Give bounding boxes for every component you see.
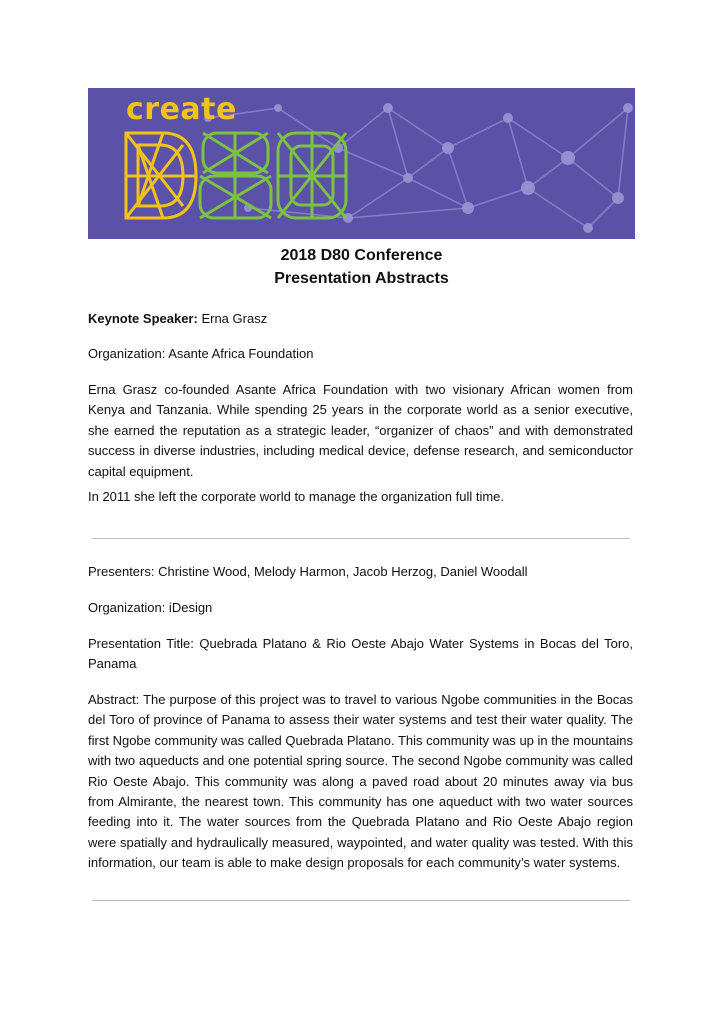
presentation-organization: Organization: iDesign xyxy=(88,600,213,615)
logo-digit-8 xyxy=(200,133,271,218)
keynote-note: In 2011 she left the corporate world to manage the organization full time. xyxy=(88,489,505,504)
section-divider xyxy=(92,900,630,901)
keynote-organization: Organization: Asante Africa Foundation xyxy=(88,346,314,361)
presenters-line: Presenters: Christine Wood, Melody Harmon, Jacob Herzog, Daniel Woodall xyxy=(88,564,528,579)
keynote-bio: Erna Grasz co-founded Asante Africa Foundation with two visionary African women from Kenya and Tanzania. While spending 25 years in the corporate world as a senior executive, she earned the reputation as a strategic leader, “organizer of chaos” and with demonstrated success in diverse industries, including medical device, defense research, and semiconductor capital equipment. xyxy=(88,382,633,479)
document-title: 2018 D80 Conference xyxy=(280,247,443,264)
keynote-label: Keynote Speaker: xyxy=(88,311,198,326)
conference-banner xyxy=(88,88,635,239)
logo-letter-d xyxy=(126,133,196,218)
presentation-abstract: Abstract: The purpose of this project was to travel to various Ngobe communities in the Bocas del Toro of province of Panama to assess their water systems and test their water quality. The first Ngobe community was called Quebrada Platano. This community was up in the mountains with two aqueducts and one potential spring source. The second Ngobe community was called Rio Oeste Abajo. This community was along a paved road about 20 minutes away via bus from Almirante, the nearest town. This community has one aqueduct with two water sources feeding into it. The water sources from the Quebrada Platano and Rio Oeste Abajo region were spatially and hydraulically measured, waypointed, and water quality was tested. With this information, our team is able to make design proposals for each community’s water systems. xyxy=(88,692,633,871)
logo-digit-0 xyxy=(278,133,346,218)
keynote-speaker-line xyxy=(88,309,633,329)
section-divider xyxy=(92,538,630,539)
presentation-title: Presentation Title: Quebrada Platano & Rio Oeste Abajo Water Systems in Bocas del Toro, Panama xyxy=(88,636,633,672)
keynote-name: Erna Grasz xyxy=(201,311,268,326)
document-subtitle: Presentation Abstracts xyxy=(274,270,449,287)
banner-create-word: create xyxy=(126,92,237,127)
